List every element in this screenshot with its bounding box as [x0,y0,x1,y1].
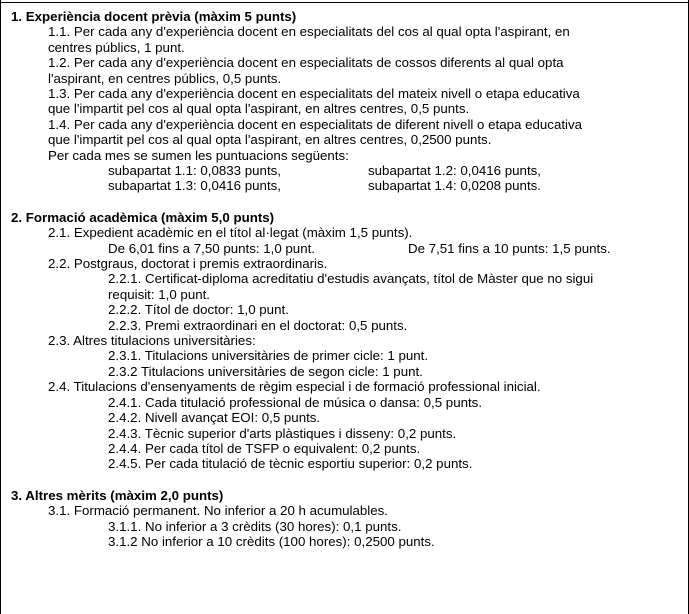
item-1-2-line-1: 1.2. Per cada any d'experiència docent en especialitats de cossos diferents al qual opta [48,55,564,71]
item-2-4-1: 2.4.1. Cada titulació professional de música o dansa: 0,5 punts. [108,394,483,410]
subsection-1-4: subapartat 1.4: 0,0208 punts. [368,178,541,194]
item-1-3-line-2: que l'impartit pel cos al qual opta l'aspirant, en altres centres, 0,5 punts. [48,101,470,117]
item-2-4-4: 2.4.4. Per cada títol de TSFP o equivalent: 0,2 punts. [108,440,421,456]
document-content [11,9,680,549]
item-1-4-line-1: 1.4. Per cada any d'experiència docent en especialitats de diferent nivell o etapa educativa [48,116,583,132]
item-2-2-1-line-1: 2.2.1. Certificat-diploma acreditatiu d'estudis avançats, títol de Màster que no sigui [108,271,594,287]
item-1-4-line-2: que l'impartit pel cos al qual opta l'aspirant, en altres centres, 0,2500 punts. [48,132,492,148]
item-3-1-1: 3.1.1. No inferior a 3 crèdits (30 hores): 0,1 punts. [108,518,402,534]
item-1-1-line-2: centres públics, 1 punt. [48,39,185,55]
item-2-4-5: 2.4.5. Per cada titulació de tècnic esportiu superior: 0,2 punts. [108,456,473,472]
item-2-2: 2.2. Postgraus, doctorat i premis extraordinaris. [48,256,328,272]
item-2-4-3: 2.4.3. Tècnic superior d'arts plàstiques i disseny: 0,2 punts. [108,425,457,441]
item-2-2-2: 2.2.2. Títol de doctor: 1,0 punt. [108,302,289,318]
grade-range-high: De 7,51 fins a 10 punts: 1,5 punts. [408,240,611,256]
item-3-1: 3.1. Formació permanent. No inferior a 20 h acumulables. [48,503,388,519]
section-1-heading: 1. Experiència docent prèvia (màxim 5 punts) [11,9,297,24]
item-1-1-line-1: 1.1. Per cada any d'experiència docent en especialitats del cos al qual opta l'aspirant, en [48,24,570,40]
grade-range-low: De 6,01 fins a 7,50 punts: 1,0 punt. [108,240,315,256]
section-3-heading: 3. Altres mèrits (màxim 2,0 punts) [11,487,224,503]
item-1-2-line-2: l'aspirant, en centres públics, 0,5 punts. [48,70,282,86]
section-2-heading: 2. Formació acadèmica (màxim 5,0 punts) [11,209,275,225]
item-2-3-1: 2.3.1. Titulacions universitàries de primer cicle: 1 punt. [108,348,429,364]
item-2-4-2: 2.4.2. Nivell avançat EOI: 0,5 punts. [108,410,321,426]
subsection-1-1: subapartat 1.1: 0,0833 punts, [108,163,281,179]
item-2-3-2: 2.3.2 Titulacions universitàries de segon cicle: 1 punt. [108,363,423,379]
item-2-2-3: 2.2.3. Premi extraordinari en el doctorat: 0,5 punts. [108,317,408,333]
item-2-2-1-line-2: requisit: 1,0 punt. [108,286,211,302]
subsection-1-2: subapartat 1.2: 0,0416 punts, [368,163,541,179]
item-2-1: 2.1. Expedient acadèmic en el títol al·legat (màxim 1,5 punts). [48,225,413,241]
subsection-1-3: subapartat 1.3: 0,0416 punts, [108,178,281,194]
grade-ranges-row [11,241,680,256]
top-rule [1,2,688,3]
subsection-row-1 [11,163,680,178]
item-2-3: 2.3. Altres titulacions universitàries: [48,333,256,349]
monthly-note: Per cada mes se sumen les puntuacions següents: [48,147,349,163]
item-3-1-2: 3.1.2 No inferior a 10 crèdits (100 hores): 0,2500 punts. [108,533,435,549]
item-2-4: 2.4. Titulacions d'ensenyaments de règim especial i de formació professional inicial. [48,379,541,395]
item-1-3-line-1: 1.3. Per cada any d'experiència docent en especialitats del mateix nivell o etapa educativa [48,86,580,102]
subsection-row-2 [11,178,680,193]
